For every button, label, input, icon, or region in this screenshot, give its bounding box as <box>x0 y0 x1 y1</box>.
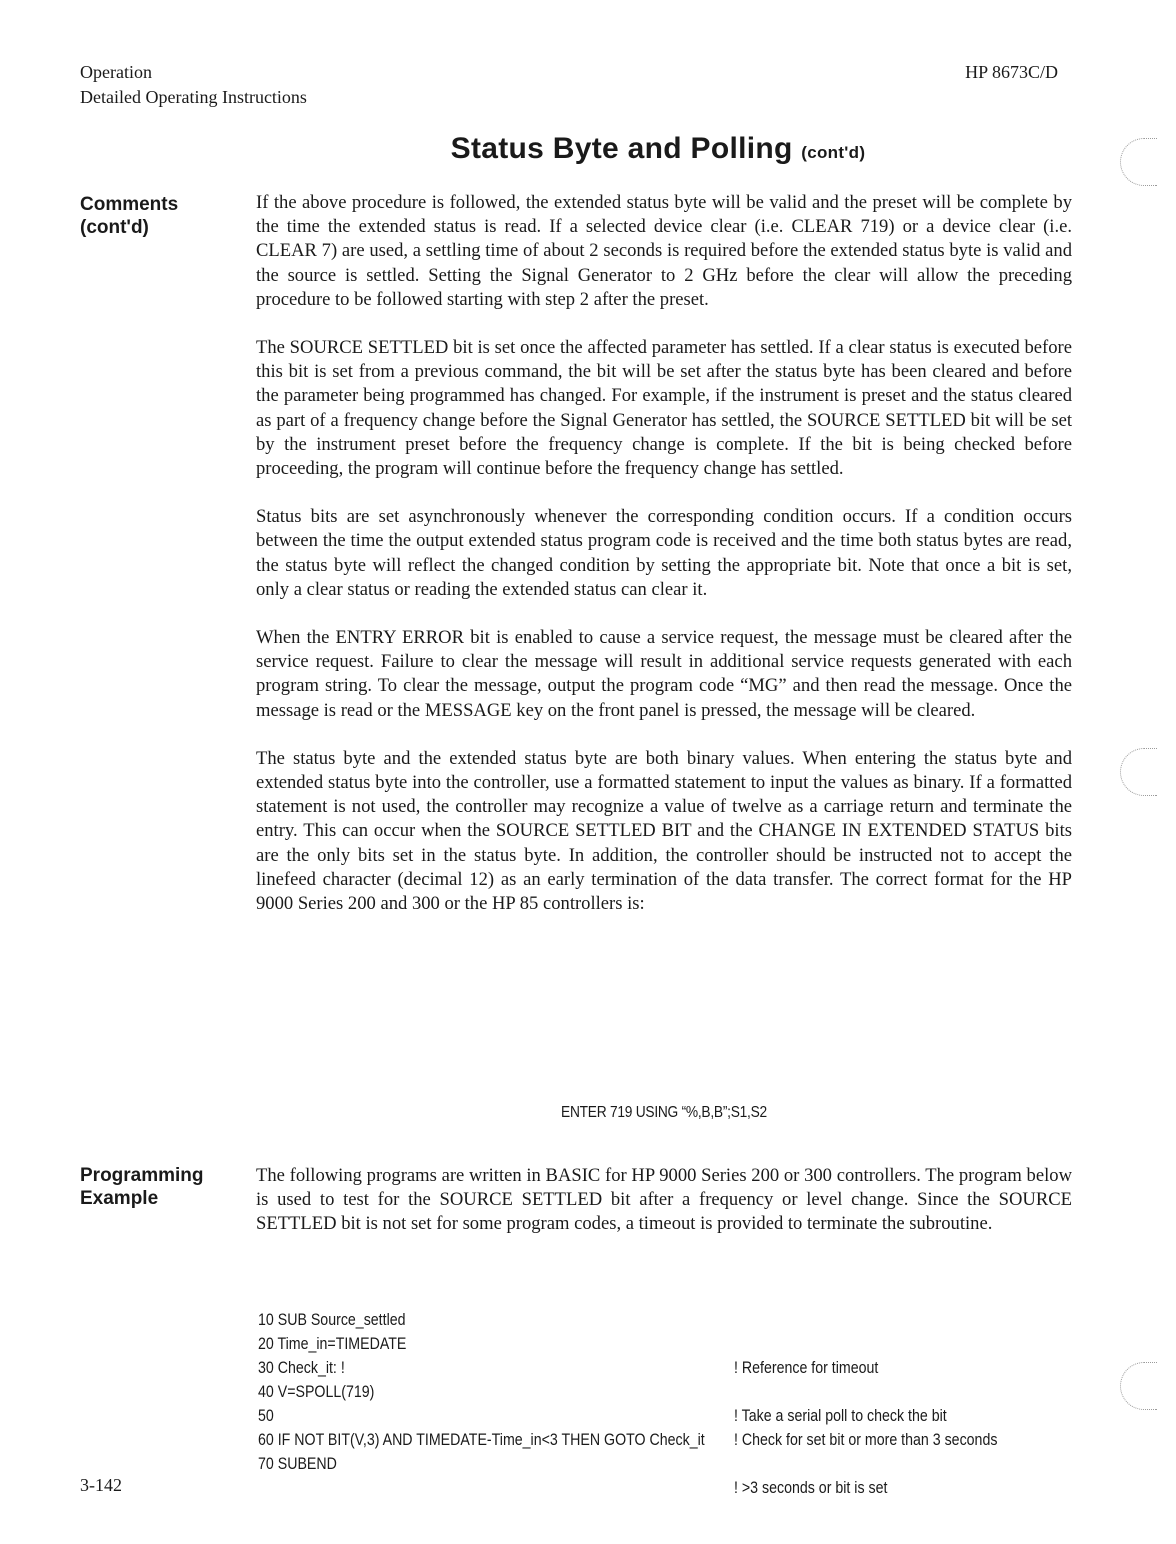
page-title <box>0 132 1176 166</box>
program-statement: 60 IF NOT BIT(V,3) AND TIMEDATE-Time_in<3 THEN GOTO Check_it <box>258 1431 705 1449</box>
program-line <box>258 1284 1078 1329</box>
program-line <box>258 1428 1078 1497</box>
header-model: HP 8673C/D <box>965 62 1058 82</box>
program-comment: ! Check for set bit or more than 3 seconds <box>734 1431 998 1449</box>
paragraph: If the above procedure is followed, the extended status byte will be valid and the preset will be complete by the time the extended status is read. If a selected device clear (i.e. CLEAR 719) or a device clear (i.e. CLEAR 7) are used, a settling time of about 2 seconds is required before the extended status byte is valid and the source is settled. Setting the Signal Generator to 2 GHz before the clear will allow the preceding procedure to be followed starting with step 2 after the preset. <box>256 192 1072 310</box>
section-label-line1: Programming <box>80 1165 204 1186</box>
header-subsection: Detailed Operating Instructions <box>80 87 307 107</box>
page-title-suffix: (cont'd) <box>801 143 866 162</box>
paragraph: The following programs are written in BASIC for HP 9000 Series 200 or 300 controllers. The program below is used to test for the SOURCE SETTLED bit after a frequency or level change. Since the SOURCE SETTLED bit is not set for some program codes, a timeout is provided to terminate the subroutine. <box>256 1165 1072 1235</box>
page-title-main: Status Byte and Polling <box>450 132 793 165</box>
paragraph: The status byte and the extended status byte are both binary values. When entering the status byte and extended status byte into the controller, use a formatted statement to input the values as binary. If a formatted statement is not used, the controller may recognize a value of twelve as a carriage return and terminate the entry. This can occur when the SOURCE SETTLED BIT and the CHANGE IN EXTENDED STATUS bits are the only bits set in the status byte. In addition, the controller should be instructed not to accept the linefeed character (decimal 12) as an early termination of the data transfer. The correct format for the HP 9000 Series 200 and 300 or the HP 85 controllers is: <box>256 747 1072 915</box>
punch-hole-mark <box>1120 138 1157 186</box>
paragraph: The SOURCE SETTLED bit is set once the affected parameter has settled. If a clear status is executed before this bit is set from a previous command, the bit will be set after the status byte has been cleared and before the parameter being programmed has changed. For example, if the instrument is preset and the status cleared as part of a frequency change before the Signal Generator has settled, the SOURCE SETTLED bit will be set by the instrument preset before the frequency change is complete. If the bit is being checked before proceeding, the program will continue before the frequency change has settled. <box>256 337 1072 480</box>
section-label-comments <box>80 193 178 239</box>
program-statement: 30 Check_it: ! <box>258 1359 345 1377</box>
punch-hole-mark <box>1120 748 1157 796</box>
program-statement: 20 Time_in=TIMEDATE <box>258 1335 407 1353</box>
section-label-programming-example <box>80 1164 204 1210</box>
paragraph: Status bits are set asynchronously whenever the corresponding condition occurs. If a condition occurs between the time the output extended status program code is received and the time both status bytes are read, the status byte will reflect the changed condition by setting the appropriate bit. Note that once a bit is set, only a clear status or reading the extended status can clear it. <box>256 506 1072 600</box>
paragraph: When the ENTRY ERROR bit is enabled to cause a service request, the message must be cleared after the service request. Failure to clear the message will result in additional service requests generated with each program string. To clear the message, output the program code “MG” and then read the message. Once the message is read or the MESSAGE key on the front panel is pressed, the message will be cleared. <box>256 627 1072 721</box>
enter-statement-example: ENTER 719 USING “%,B,B”;S1,S2 <box>561 1104 767 1121</box>
program-comment: ! Reference for timeout <box>734 1359 879 1377</box>
section-label-line2: (cont'd) <box>80 217 149 238</box>
program-statement: 40 V=SPOLL(719) <box>258 1383 375 1401</box>
running-header-left <box>80 60 307 110</box>
comments-body <box>256 191 1072 940</box>
program-comment: ! >3 seconds or bit is set <box>734 1479 888 1497</box>
page-number: 3-142 <box>80 1475 122 1495</box>
basic-program-listing <box>258 1284 1078 1497</box>
section-label-line1: Comments <box>80 194 179 215</box>
program-statement: 70 SUBEND <box>258 1455 337 1473</box>
program-statement: 10 SUB Source_settled <box>258 1311 406 1329</box>
section-label-line2: Example <box>80 1188 159 1209</box>
punch-hole-mark <box>1120 1362 1157 1410</box>
header-section: Operation <box>80 62 152 82</box>
programming-example-body <box>256 1164 1072 1261</box>
program-statement: 50 <box>258 1407 274 1425</box>
program-comment: ! Take a serial poll to check the bit <box>734 1407 947 1425</box>
